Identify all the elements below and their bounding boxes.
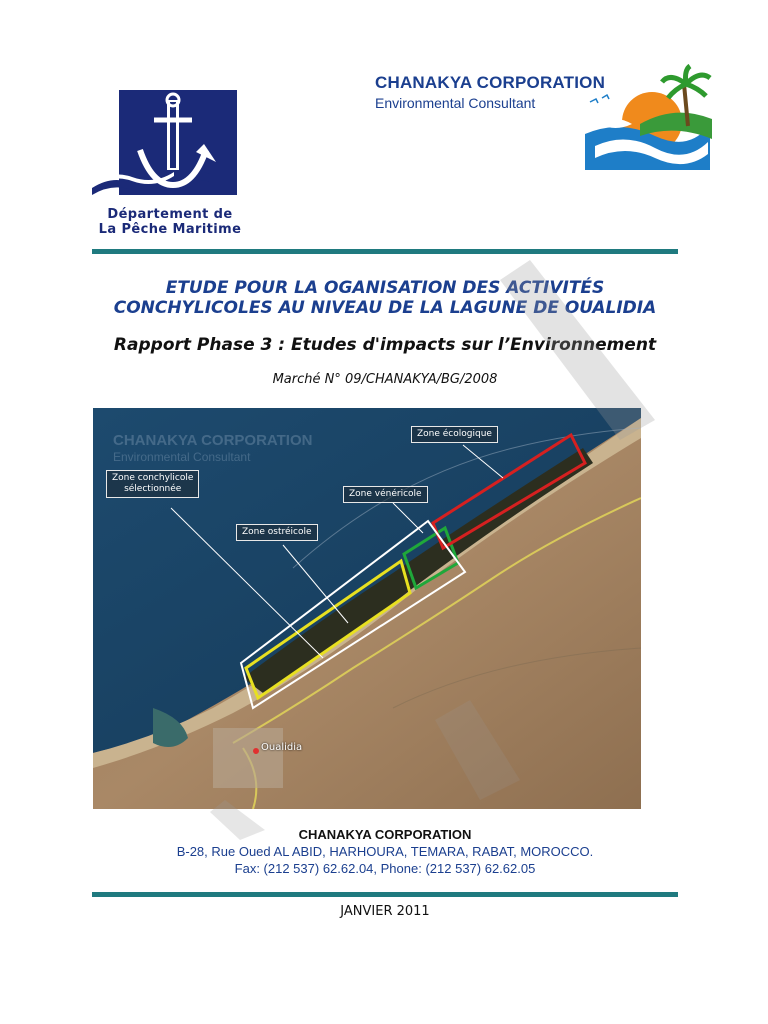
department-name [70, 207, 270, 237]
zone-conchylicole-line-1: Zone conchylicole [112, 473, 194, 483]
marche-number: Marché N° 09/CHANAKYA/BG/2008 [272, 372, 498, 387]
zone-conchylicole-label [106, 470, 199, 498]
map-watermark-sub: Environmental Consultant [113, 450, 251, 464]
department-line-2: La Pêche Maritime [98, 222, 242, 237]
satellite-map [93, 408, 641, 809]
zone-venericole-label: Zone vénéricole [343, 486, 428, 503]
footer-address-block [60, 826, 710, 877]
map-watermark-name: CHANAKYA CORPORATION [113, 432, 313, 449]
chanakya-logo [580, 64, 715, 170]
title-line-1: ETUDE POUR LA OGANISATION DES ACTIVITÉS [165, 278, 605, 298]
report-subtitle: Rapport Phase 3 : Etudes d'impacts sur l’Environnement [113, 335, 657, 355]
bottom-rule [92, 892, 678, 897]
department-line-1: Département de [107, 207, 233, 222]
top-rule [92, 249, 678, 254]
map-image [93, 408, 641, 809]
title-line-2: CONCHYLICOLES AU NIVEAU DE LA LAGUNE DE OUALIDIA [113, 298, 657, 318]
corp-subtitle: Environmental Consultant [375, 95, 536, 111]
zone-ecologique-label: Zone écologique [411, 426, 498, 443]
zone-conchylicole-line-2: sélectionnée [124, 484, 182, 494]
footer-address: B-28, Rue Oued AL ABID, HARHOURA, TEMARA, RABAT, MOROCCO. [176, 844, 594, 859]
zone-ostreicole-label: Zone ostréicole [236, 524, 318, 541]
corp-name: CHANAKYA CORPORATION [375, 73, 606, 92]
footer-company: CHANAKYA CORPORATION [298, 827, 472, 842]
city-label-oualidia: Oualidia [261, 742, 303, 753]
footer-contact: Fax: (212 537) 62.62.04, Phone: (212 537) 62.62.05 [234, 861, 536, 876]
department-logo [92, 90, 238, 195]
report-date: JANVIER 2011 [340, 904, 430, 919]
